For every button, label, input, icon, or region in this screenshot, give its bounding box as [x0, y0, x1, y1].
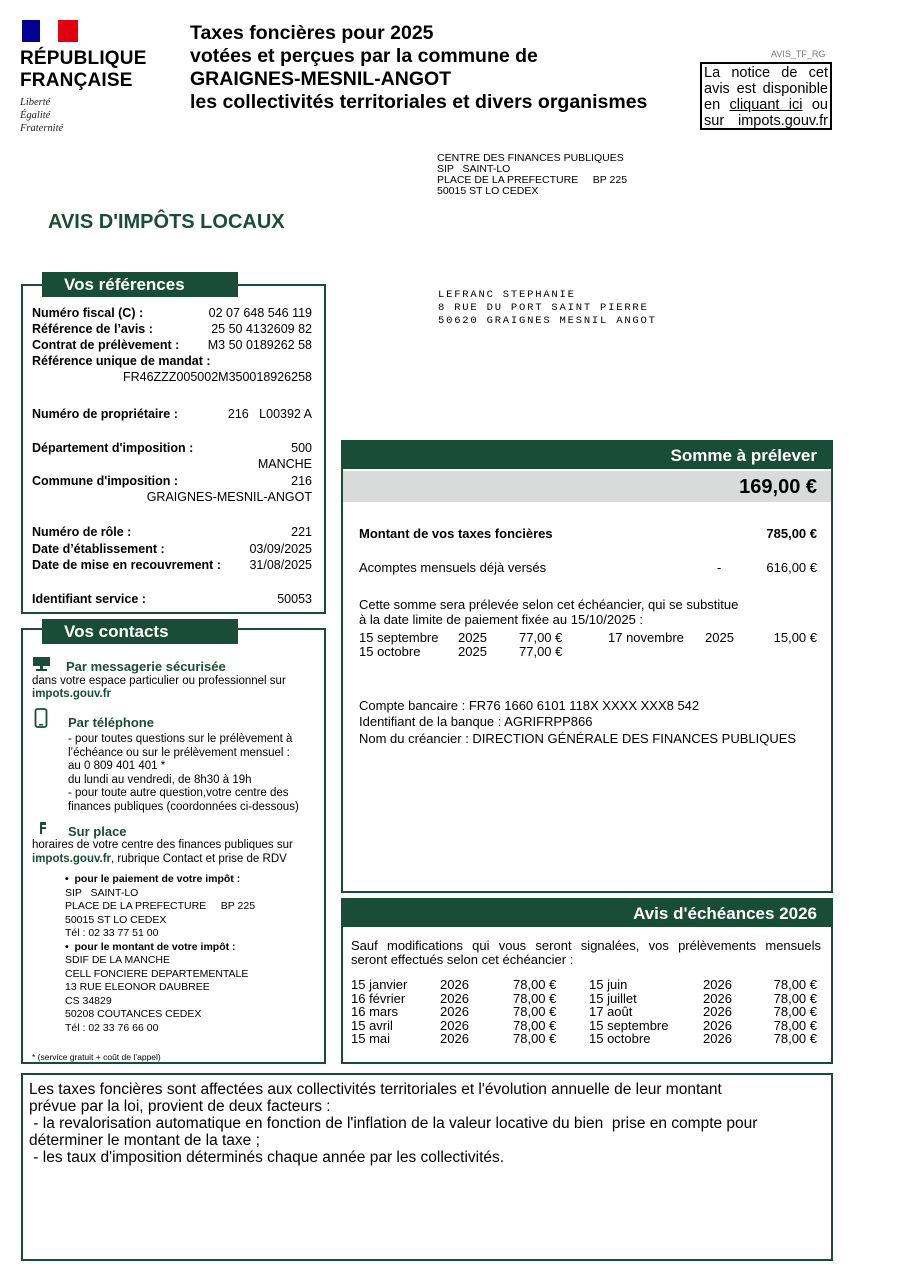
mandat-value: FR46ZZZ005002M350018926258	[122, 370, 312, 384]
avis-code: AVIS_TF_RG	[771, 49, 826, 59]
echeances-panel	[341, 898, 833, 1064]
motto-fraternite: Fraternité	[20, 123, 64, 134]
messagerie-title: Par messagerie sécurisée	[66, 659, 226, 674]
logo-line-2: FRANÇAISE	[20, 70, 133, 91]
role-row	[32, 524, 312, 540]
montant-line-4: CS 34829	[65, 994, 112, 1007]
departement-row	[32, 440, 312, 456]
etablissement-value: 03/09/2025	[249, 542, 312, 556]
telephone-line-5: - pour toute autre question,votre centre des	[68, 787, 289, 799]
departement-code: 500	[291, 441, 312, 455]
contacts-panel	[21, 628, 326, 1064]
telephone-title: Par téléphone	[68, 715, 154, 730]
commune-label: Commune d'imposition :	[32, 474, 179, 488]
schedule-date: 15 octobre	[359, 644, 421, 659]
footnote: * (service gratuit + coût de l’appel)	[32, 1052, 161, 1062]
commune-name: GRAIGNES-MESNIL-ANGOT	[146, 490, 312, 504]
echeance-year: 2026	[440, 977, 469, 992]
reference-avis-row	[32, 321, 312, 337]
identifiant-banque: Identifiant de la banque : AGRIFRPP866	[359, 714, 593, 729]
montant-title: • pour le montant de votre impôt :	[65, 940, 236, 953]
acomptes-value: 616,00 €	[766, 560, 817, 575]
service-row	[32, 591, 312, 607]
echeance-year: 2026	[440, 1017, 469, 1033]
service-label: Identifiant service :	[32, 592, 146, 606]
addressee-block	[438, 289, 657, 328]
echeance-year: 2026	[703, 990, 732, 1006]
addressee-name: LEFRANC STEPHANIE	[438, 289, 576, 301]
echeance-date: 17 août	[589, 1004, 633, 1019]
montant-line-3: 13 RUE ELEONOR DAUBREE	[65, 981, 210, 993]
contacts-tab: Vos contacts	[42, 619, 238, 644]
acomptes-sign: -	[717, 560, 722, 575]
echeance-amount: 78,00 €	[513, 1004, 557, 1019]
echeance-year: 2026	[440, 1004, 469, 1019]
info-line-5: - les taux d'imposition déterminés chaque année par les collectivités.	[29, 1149, 505, 1166]
heading-line-3: GRAIGNES-MESNIL-ANGOT	[190, 68, 452, 90]
montant-line-1: SDIF DE LA MANCHE	[65, 954, 171, 966]
echeance-amount: 78,00 €	[773, 990, 817, 1006]
notice-suffix: ou	[802, 97, 828, 113]
notice-link[interactable]: cliquant ici	[729, 97, 803, 113]
recouvrement-value: 31/08/2025	[249, 558, 312, 572]
echeance-amount: 78,00 €	[773, 977, 817, 992]
surplace-rest: , rubrique Contact et prise de RDV	[111, 853, 287, 865]
addressee-city: 50620 GRAIGNES MESNIL ANGOT	[438, 315, 657, 327]
echeance-date: 15 septembre	[589, 1017, 669, 1033]
references-tab: Vos références	[42, 272, 238, 297]
telephone-line-6: finances publiques (coordonnées ci-dessous)	[68, 800, 299, 813]
addressee-street: 8 RUE DU PORT SAINT PIERRE	[438, 302, 649, 314]
echeance-date: 15 mai	[351, 1031, 391, 1046]
messagerie-text: dans votre espace particulier ou professionnel sur	[32, 675, 286, 687]
role-label: Numéro de rôle :	[32, 525, 132, 539]
service-value: 50053	[277, 592, 312, 606]
echeance-amount: 78,00 €	[773, 1017, 817, 1033]
telephone-hours: du lundi au vendredi, de 8h30 à 19h	[68, 773, 252, 786]
references-panel	[21, 284, 326, 614]
telephone-number: au 0 809 401 401 *	[68, 760, 166, 772]
etablissement-row	[32, 541, 312, 557]
role-value: 221	[291, 525, 312, 539]
info-line-1: Les taxes foncières sont affectées aux collectivités territoriales et l'évolution annuelle de leur montant	[29, 1081, 722, 1098]
centre-finances-publiques	[437, 153, 627, 197]
paiement-line-1: SIP SAINT-LO	[65, 886, 139, 899]
echeancier-line-2: à la date limite de paiement fixée au 15/10/2025 :	[359, 612, 644, 627]
info-line-2: prévue par la loi, provient de deux facteurs :	[29, 1098, 331, 1115]
departement-name: MANCHE	[257, 457, 312, 471]
echeancier-line-1: Cette somme sera prélevée selon cet échéancier, qui se substitue	[359, 597, 739, 612]
proprietaire-row	[32, 406, 312, 422]
recouvrement-label: Date de mise en recouvrement :	[32, 558, 221, 572]
notice-box	[700, 62, 832, 130]
paiement-phone: Tél : 02 33 77 51 00	[65, 927, 159, 939]
echeance-amount: 78,00 €	[773, 1004, 817, 1019]
centre-line-4: 50015 ST LO CEDEX	[437, 185, 539, 197]
schedule-row	[359, 630, 439, 645]
paiement-title-text: pour le paiement de votre impôt :	[74, 873, 241, 885]
paiement-line-2: PLACE DE LA PREFECTURE BP 225	[65, 900, 256, 912]
somme-amount: 169,00 €	[343, 469, 831, 502]
taxes-value: 785,00 €	[766, 526, 817, 541]
french-flag-icon	[22, 20, 78, 42]
nom-creancier: Nom du créancier : DIRECTION GÉNÉRALE DES FINANCES PUBLIQUES	[359, 731, 797, 746]
recouvrement-row	[32, 557, 312, 573]
proprietaire-value: 216 L00392 A	[227, 407, 312, 421]
contrat-row	[32, 337, 312, 353]
mandat-row	[32, 353, 312, 369]
info-line-4: déterminer le montant de la taxe ;	[29, 1132, 260, 1149]
computer-icon	[32, 656, 52, 677]
notice-line-3	[704, 97, 828, 113]
surplace-link[interactable]: impots.gouv.fr	[32, 853, 112, 865]
echeance-date: 16 février	[351, 990, 406, 1006]
messagerie-link[interactable]: impots.gouv.fr	[32, 688, 112, 700]
montant-title-text: pour le montant de votre impôt :	[74, 940, 236, 953]
reference-avis-label: Référence de l’avis :	[32, 322, 153, 336]
heading-line-2: votées et perçues par la commune de	[190, 45, 538, 67]
echeance-amount: 78,00 €	[513, 990, 557, 1006]
echeances-intro-2: seront effectués selon cet échéancier :	[351, 952, 574, 967]
centre-line-2: SIP SAINT-LO	[437, 163, 511, 175]
echeance-year: 2026	[440, 990, 469, 1006]
notice-line-1: La notice de cet	[704, 65, 828, 81]
schedule-year: 2025	[705, 630, 734, 645]
schedule-date: 15 septembre	[359, 630, 439, 645]
schedule-amount: 77,00 €	[519, 630, 563, 645]
centre-line-1: CENTRE DES FINANCES PUBLIQUES	[437, 152, 624, 164]
motto-egalite: Égalité	[20, 110, 51, 121]
republique-francaise-logo	[20, 20, 155, 135]
numero-fiscal-label: Numéro fiscal (C) :	[32, 306, 144, 320]
information-box	[21, 1073, 833, 1261]
echeance-year: 2026	[703, 1004, 732, 1019]
echeance-date: 15 juin	[589, 977, 628, 992]
schedule-amount: 15,00 €	[773, 630, 817, 645]
acomptes-label: Acomptes mensuels déjà versés	[359, 560, 547, 575]
echeance-year: 2026	[440, 1031, 469, 1046]
centre-line-3: PLACE DE LA PREFECTURE BP 225	[437, 174, 628, 186]
numero-fiscal-row	[32, 305, 312, 321]
departement-label: Département d'imposition :	[32, 441, 194, 455]
proprietaire-label: Numéro de propriétaire :	[32, 407, 178, 421]
echeance-date: 15 avril	[351, 1017, 393, 1033]
telephone-details	[68, 733, 324, 814]
phone-icon	[34, 708, 48, 733]
echeance-year: 2026	[703, 1031, 732, 1046]
reference-avis-value: 25 50 4132609 82	[211, 322, 312, 336]
paiement-title: • pour le paiement de votre impôt :	[65, 873, 241, 885]
notice-prefix: en	[704, 97, 730, 113]
motto-liberte: Liberté	[20, 97, 51, 108]
schedule-date: 17 novembre	[608, 630, 684, 645]
paiement-block	[65, 873, 315, 1035]
montant-line-5: 50208 COUTANCES CEDEX	[65, 1008, 202, 1020]
compte-bancaire: Compte bancaire : FR76 1660 6101 118X XXXX XXX8 542	[359, 698, 700, 713]
contrat-value: M3 50 0189262 58	[207, 338, 312, 352]
echeance-date: 15 juillet	[589, 990, 637, 1006]
echeance-amount: 78,00 €	[513, 1017, 557, 1033]
echeance-amount: 78,00 €	[513, 977, 557, 992]
echeances-intro-1: Sauf modifications qui vous seront signalées, vos prélèvements mensuels	[351, 938, 821, 953]
office-icon	[34, 820, 50, 841]
document-heading	[190, 22, 647, 114]
numero-fiscal-value: 02 07 648 546 119	[208, 306, 312, 320]
avis-title: AVIS D'IMPÔTS LOCAUX	[48, 211, 285, 233]
contrat-label: Contrat de prélèvement :	[32, 338, 180, 352]
echeance-amount: 78,00 €	[513, 1031, 557, 1046]
surplace-text: horaires de votre centre des finances publiques sur	[32, 839, 293, 851]
taxes-label: Montant de vos taxes foncières	[359, 526, 553, 541]
echeance-date: 16 mars	[351, 1004, 398, 1019]
heading-line-1: Taxes foncières pour 2025	[190, 22, 434, 44]
info-line-3: - la revalorisation automatique en fonction de l'inflation de la valeur locative du bien prise en compte pour	[29, 1115, 758, 1132]
montant-line-2: CELL FONCIERE DEPARTEMENTALE	[65, 967, 249, 980]
schedule-year: 2025	[458, 644, 487, 659]
somme-panel	[341, 440, 833, 893]
somme-title: Somme à prélever	[343, 442, 831, 469]
commune-code: 216	[291, 474, 312, 488]
echeance-date: 15 octobre	[589, 1031, 651, 1046]
notice-line-2: avis est disponible	[704, 81, 828, 97]
montant-phone: Tél : 02 33 76 66 00	[65, 1021, 159, 1034]
echeance-date: 15 janvier	[351, 977, 408, 992]
telephone-line-1: - pour toutes questions sur le prélèvement à	[68, 733, 293, 745]
notice-line-4: sur impots.gouv.fr	[704, 113, 828, 129]
paiement-line-3: 50015 ST LO CEDEX	[65, 913, 167, 926]
logo-line-1: RÉPUBLIQUE	[20, 48, 147, 69]
echeance-year: 2026	[703, 977, 732, 992]
schedule-amount: 77,00 €	[519, 644, 563, 659]
echeance-amount: 78,00 €	[773, 1031, 817, 1046]
schedule-year: 2025	[458, 630, 487, 645]
mandat-label: Référence unique de mandat :	[32, 354, 211, 368]
commune-row	[32, 473, 312, 489]
surplace-title: Sur place	[68, 824, 127, 839]
heading-line-4: les collectivités territoriales et divers organismes	[190, 91, 648, 113]
echeance-year: 2026	[703, 1017, 732, 1033]
telephone-line-2: l’échéance ou sur le prélèvement mensuel :	[68, 746, 290, 759]
echeances-title: Avis d'échéances 2026	[343, 900, 831, 927]
etablissement-label: Date d’établissement :	[32, 542, 165, 556]
surplace-line-2	[32, 853, 322, 867]
